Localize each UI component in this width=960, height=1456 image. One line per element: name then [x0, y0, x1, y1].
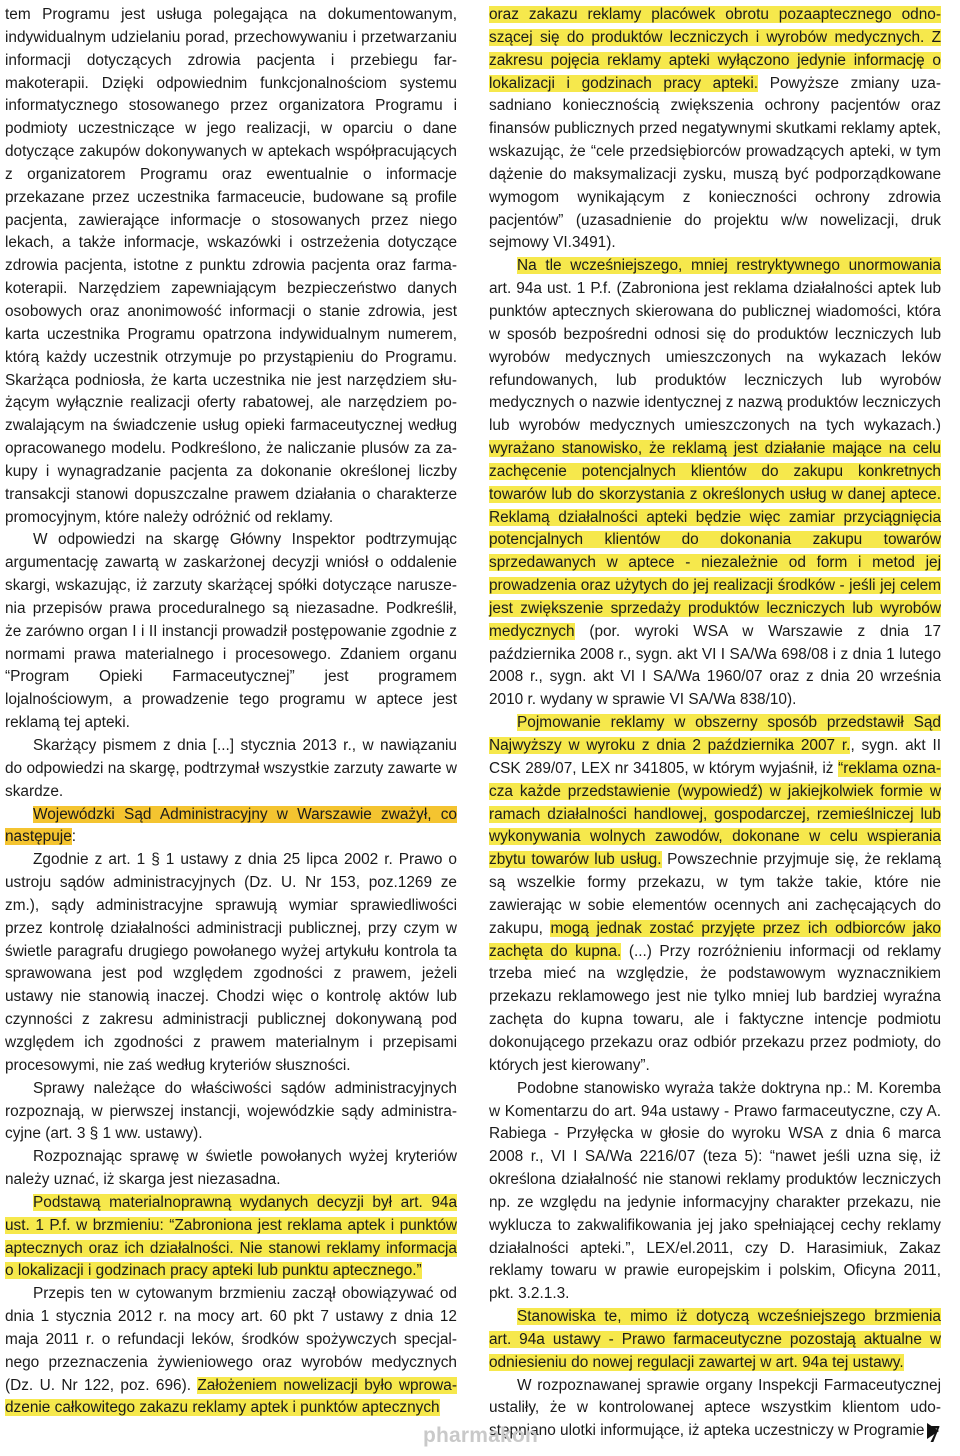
paragraph — [489, 1306, 941, 1375]
highlight: Stanowiska te, mimo iż dotyczą wcześniejszego brzmienia art. 94a ustawy - Prawo farmaceutyczne pozostają aktualne w odniesieniu do nowej regulacji zawartej w art. 94a tej ustawy. — [489, 1308, 941, 1371]
paragraph: Sprawy należące do właściwości sądów administracyjnych rozpoznają, w pierwszej instancji, wojewódzkie sądy administracyjne (art. 3 § 1 ww. ustawy). — [5, 1079, 457, 1143]
paragraph: Rozpoznając sprawę w świetle powołanych wyżej kryteriów należy uznać, iż skarga jest niezasadna. — [5, 1148, 457, 1189]
highlight: Założeniem nowelizacji było wprowadzenie całkowitego zakazu reklamy aptek i punktów aptecznych — [5, 1376, 458, 1417]
paragraph: Pojmowanie reklamy w obszerny sposób przedstawił Sąd Najwyższy w wyroku z dnia 2 października 2007 r., sygn. akt II CSK 289/07, LEX nr 341805, w którym wyjaśnił, iż “reklama oznacza każde przedstawienie (wypowiedź) w jakiejkolwiek formie w ramach działalności handlowej, gospodarczej, rzemieślniczej lub wykonywania wolnych zawodów, dokonane w celu wspierania zbytu towarów lub usług. Powszechnie przyjmuje się, że reklamą są wszelkie formy przekazu, w tym także takie, które nie zawierając w sobie elementów ocennych ani zachęcających do zakupu, mogą jednak zostać przyjęte przez ich odbiorców jako zachęta do kupna. (...) Przy rozróżnieniu informacji od reklamy trzeba mieć na względzie, że podstawowym wyznacznikiem przekazu reklamowego jest nie tylko mniej lub bardziej wyraźna zachęta do kupna towaru, ale i faktyczne intencje podmiotu dokonującego przekazu oraz odbiór przekazu przez podmioty, do których jest kierowany”. — [489, 714, 942, 1074]
court-heading: Wojewódzki Sąd Administracyjny w Warszawie zważył, co następuje: — [5, 805, 457, 846]
paragraph: W rozpoznawanej sprawie organy Inspekcji Farmaceutycznej ustaliły, że w kontrolowanej aptece wszystkim klientom udostępniano ulotki informujące, iż apteka uczestniczy w Programie — [489, 1376, 941, 1440]
right-column — [489, 4, 941, 1443]
paragraph: W odpowiedzi na skargę Główny Inspektor podtrzymując argumentację zawartą w zaskarżonej decyzji wniósł o oddalenie skargi, wskazując, iż zarzuty skarżącej spółki dotyczące naruszenia przepisów prawa proceduralnego są niezasadne. Podkreślił, że zarówno organ I i II instancji prowadził postępowanie zgodnie z normami prawa materialnego i procesowego. Zdaniem organu “Program Opieki Farmaceutycznej” jest programem lojalnościowym, a prowadzenie tego programu w aptece jest reklamą tej apteki. — [5, 531, 457, 732]
left-column — [5, 4, 457, 1420]
brand-logo: pharmakon — [423, 1424, 538, 1447]
highlight: wyrażano stanowisko, że reklamą jest działanie mające na celu zachęcenie potencjalnych klientów do zakupu konkretnych towarów lub do skorzystania z określonych usług w danej aptece. Reklamą działalności apteki będzie więc zamiar przyciągnięcia potencjalnych klientów do dokonania zakupu towarów sprzedawanych w aptece - niezależnie od form i metod jej prowadzenia oraz użytych do jej realizacji środków - jeśli jej celem jest zwiększenie sprzedaży produktów leczniczych lub wyrobów medycznych — [489, 440, 941, 640]
paragraph: oraz zakazu reklamy placówek obrotu pozaaptecznego odnoszącej się do produktów leczniczych i wyrobów medycznych. Z zakresu pojęcia reklamy apteki wyłączono jedynie informację o lokalizacji i godzinach pracy apteki. Powyższe zmiany uzasadniano koniecznością zwiększenia ochrony pacjentów oraz finansów publicznych przed negatywnymi skutkami reklamy aptek, wskazując, że “cele przedsiębiorców prowadzących apteki, w tym dążenie do maksymalizacji zysku, muszą być podporządkowane wymogom wynikającym z konieczności ochrony zdrowia pacjentów” (uzasadnienie do projektu w/w nowelizacji, druk sejmowy VI.3491). — [489, 6, 941, 252]
highlight: Na tle wcześniejszego, mniej restryktywnego unormowania — [517, 257, 941, 275]
paragraph: Na tle wcześniejszego, mniej restryktywnego unormowania art. 94a ust. 1 P.f. (Zabroniona jest reklama działalności aptek lub punktów aptecznych skierowana do publicznej wiadomości, która w sposób bezpośredni odnosi się do produktów leczniczych lub wyrobów medycznych umieszczonych na wykazach leków refundowanych, lub produktów leczniczych lub wyrobów medycznych o nazwie identycznej z nazwą produktów leczniczych lub wyrobów medycznych umieszczonych na tych wykazach.) wyrażano stanowisko, że reklamą jest działanie mające na celu zachęcenie potencjalnych klientów do zakupu konkretnych towarów lub do skorzystania z określonych usług w danej aptece. Reklamą działalności apteki będzie więc zamiar przyciągnięcia potencjalnych klientów do dokonania zakupu towarów sprzedawanych w aptece - niezależnie od form i metod jej prowadzenia oraz użytych do jej realizacji środków - jeśli jej celem jest zwiększenie sprzedaży produktów leczniczych lub wyrobów medycznych (por. wyroki WSA w Warszawie z dnia 17 października 2008 r., sygn. akt VI I SA/Wa 698/08 i z dnia 1 lutego 2008 r., sygn. akt VI I SA/Wa 1960/07 oraz z dnia 20 września 2010 r. wydany w sprawie VI SA/Wa 838/10). — [489, 257, 941, 709]
paragraph: Przepis ten w cytowanym brzmieniu zaczął obowiązywać od dnia 1 stycznia 2012 r. na mocy art. 60 pkt 7 ustawy z dnia 12 maja 2011 r. o refundacji leków, środków spożywczych specjalnego przeznaczenia żywieniowego oraz wyrobów medycznych (Dz. U. Nr 122, poz. 696). Założeniem nowelizacji było wprowadzenie całkowitego zakazu reklamy aptek i punktów aptecznych — [5, 1285, 458, 1417]
highlight: “reklama oznacza każde przedstawienie (wypowiedź) w jakiejkolwiek formie w ramach działalności handlowej, gospodarczej, rzemieślniczej lub wykonywania wolnych zawodów, dokonane w celu wspierania zbytu towarów lub usług. — [489, 759, 942, 869]
highlight: Wojewódzki Sąd Administracyjny w Warszawie zważył, co następuje — [5, 805, 457, 846]
paragraph: Zgodnie z art. 1 § 1 ustawy z dnia 25 lipca 2002 r. Prawo o ustroju sądów administracyjnych (Dz. U. Nr 153, poz.1269 ze zm.), sądy administracyjne sprawują wymiar sprawiedliwości przez kontrolę działalności administracji publicznej, przy czym w świetle paragrafu drugiego powołanego wyżej artykułu kontrola ta sprawowana jest pod względem zgodności z prawem, jeżeli ustawy nie stanowią inaczej. Chodzi więc o kontrolę aktów lub czynności z zakresu administracji publicznej dokonywaną pod względem ich zgodności z prawem materialnym i przepisami procesowymi, nie zaś według kryteriów słuszności. — [5, 851, 457, 1074]
highlight: Pojmowanie reklamy w obszerny sposób przedstawił Sąd Najwyższy w wyroku z dnia 2 października 2007 r. — [489, 714, 941, 754]
paragraph: tem Programu jest usługa polegająca na dokumentowanym, indywidualnym udzielaniu porad, przechowywaniu i przetwarzaniu informacji dotyczących zdrowia pacjenta i przebiegu farmakoterapii. Dzięki odpowiednim funkcjonalnościom systemu informatycznego stosowanego przez organizatora Programu i podmioty uczestniczące w jego realizacji, w oparciu o dane dotyczące zakupów dokonywanych w aptekach współpracujących z organizatorem Programu oraz ewentualnie o informacje przekazane przez uczestnika farmaceucie, budowane są profile pacjenta, zawierające informacje o stosowanych przez niego lekach, a także informacje, wskazówki i ostrzeżenia dotyczące zdrowia pacjenta, istotne z punktu zdrowia pacjenta oraz farmakoterapii. Narzędziem zapewniającym bezpieczeństwo danych osobowych oraz anonimowość informacji o stanie zdrowia, jest karta uczestnika Programu opatrzona indywidualnym numerem, którą każdy uczestnik otrzymuje po przystąpieniu do Programu. Skarżąca podniosła, że karta uczestnika nie jest narzędziem służącym wyłącznie realizacji oferty rabatowej, ale narzędziem pozwalającym na świadczenie usług opieki farmaceutycznej według opracowanego modelu. Podkreślono, że naliczanie plusów za zakupy i wynagradzanie pacjenta za dokonanie określonej liczby transakcji stanowi dopuszczalne prawem działania o charakterze promocyjnym, które należy odróżnić od reklamy. — [5, 6, 457, 526]
paragraph: Podobne stanowisko wyraża także doktryna np.: M. Koremba w Komentarzu do art. 94a ustawy - Prawo farmaceutyczne, czy A. Rabiega - Przyłęcka w głosie do wyroku WSA z dnia 6 marca 2008 r., VI I SA/Wa 2216/07 (teza 5): “nawet jeśli uzna się, iż określona działalność nie stanowi reklamy produktów leczniczych np. ze względu na jedynie informacyjny charakter przekazu, nie wyklucza to zakwalifikowania jej jako spełniającej cechy reklamy działalności apteki.”, LEX/el.2011, czy D. Harasimiuk, Zakaz reklamy towaru w prawie europejskim i polskim, Oficyna 2011, pkt. 3.2.1.3. — [489, 1079, 941, 1303]
paragraph: Skarżący pismem z dnia [...] stycznia 2013 r., w nawiązaniu do odpowiedzi na skargę, podtrzymał wszystkie zarzuty zawarte w skardze. — [5, 737, 457, 800]
page-number: 7 — [928, 1422, 940, 1448]
highlight: Podstawą materialnoprawną wydanych decyzji był art. 94a ust. 1 P.f. w brzmieniu: “Zabroniona jest reklama aptek i punktów aptecznych oraz ich działalności. Nie stanowi reklamy informacja o lokalizacji i godzinach pracy apteki lub punktu aptecznego.” — [5, 1193, 457, 1280]
paragraph — [5, 1192, 457, 1283]
highlight: oraz zakazu reklamy placówek obrotu pozaaptecznego odnoszącej się do produktów leczniczych i wyrobów medycznych. Z zakresu pojęcia reklamy apteki wyłączono jedynie informację o lokalizacji i godzinach pracy apteki. — [489, 6, 941, 92]
highlight: mogą jednak zostać przyjęte przez ich odbiorców jako zachęta do kupna. — [489, 919, 941, 960]
page-footer — [0, 1424, 960, 1452]
